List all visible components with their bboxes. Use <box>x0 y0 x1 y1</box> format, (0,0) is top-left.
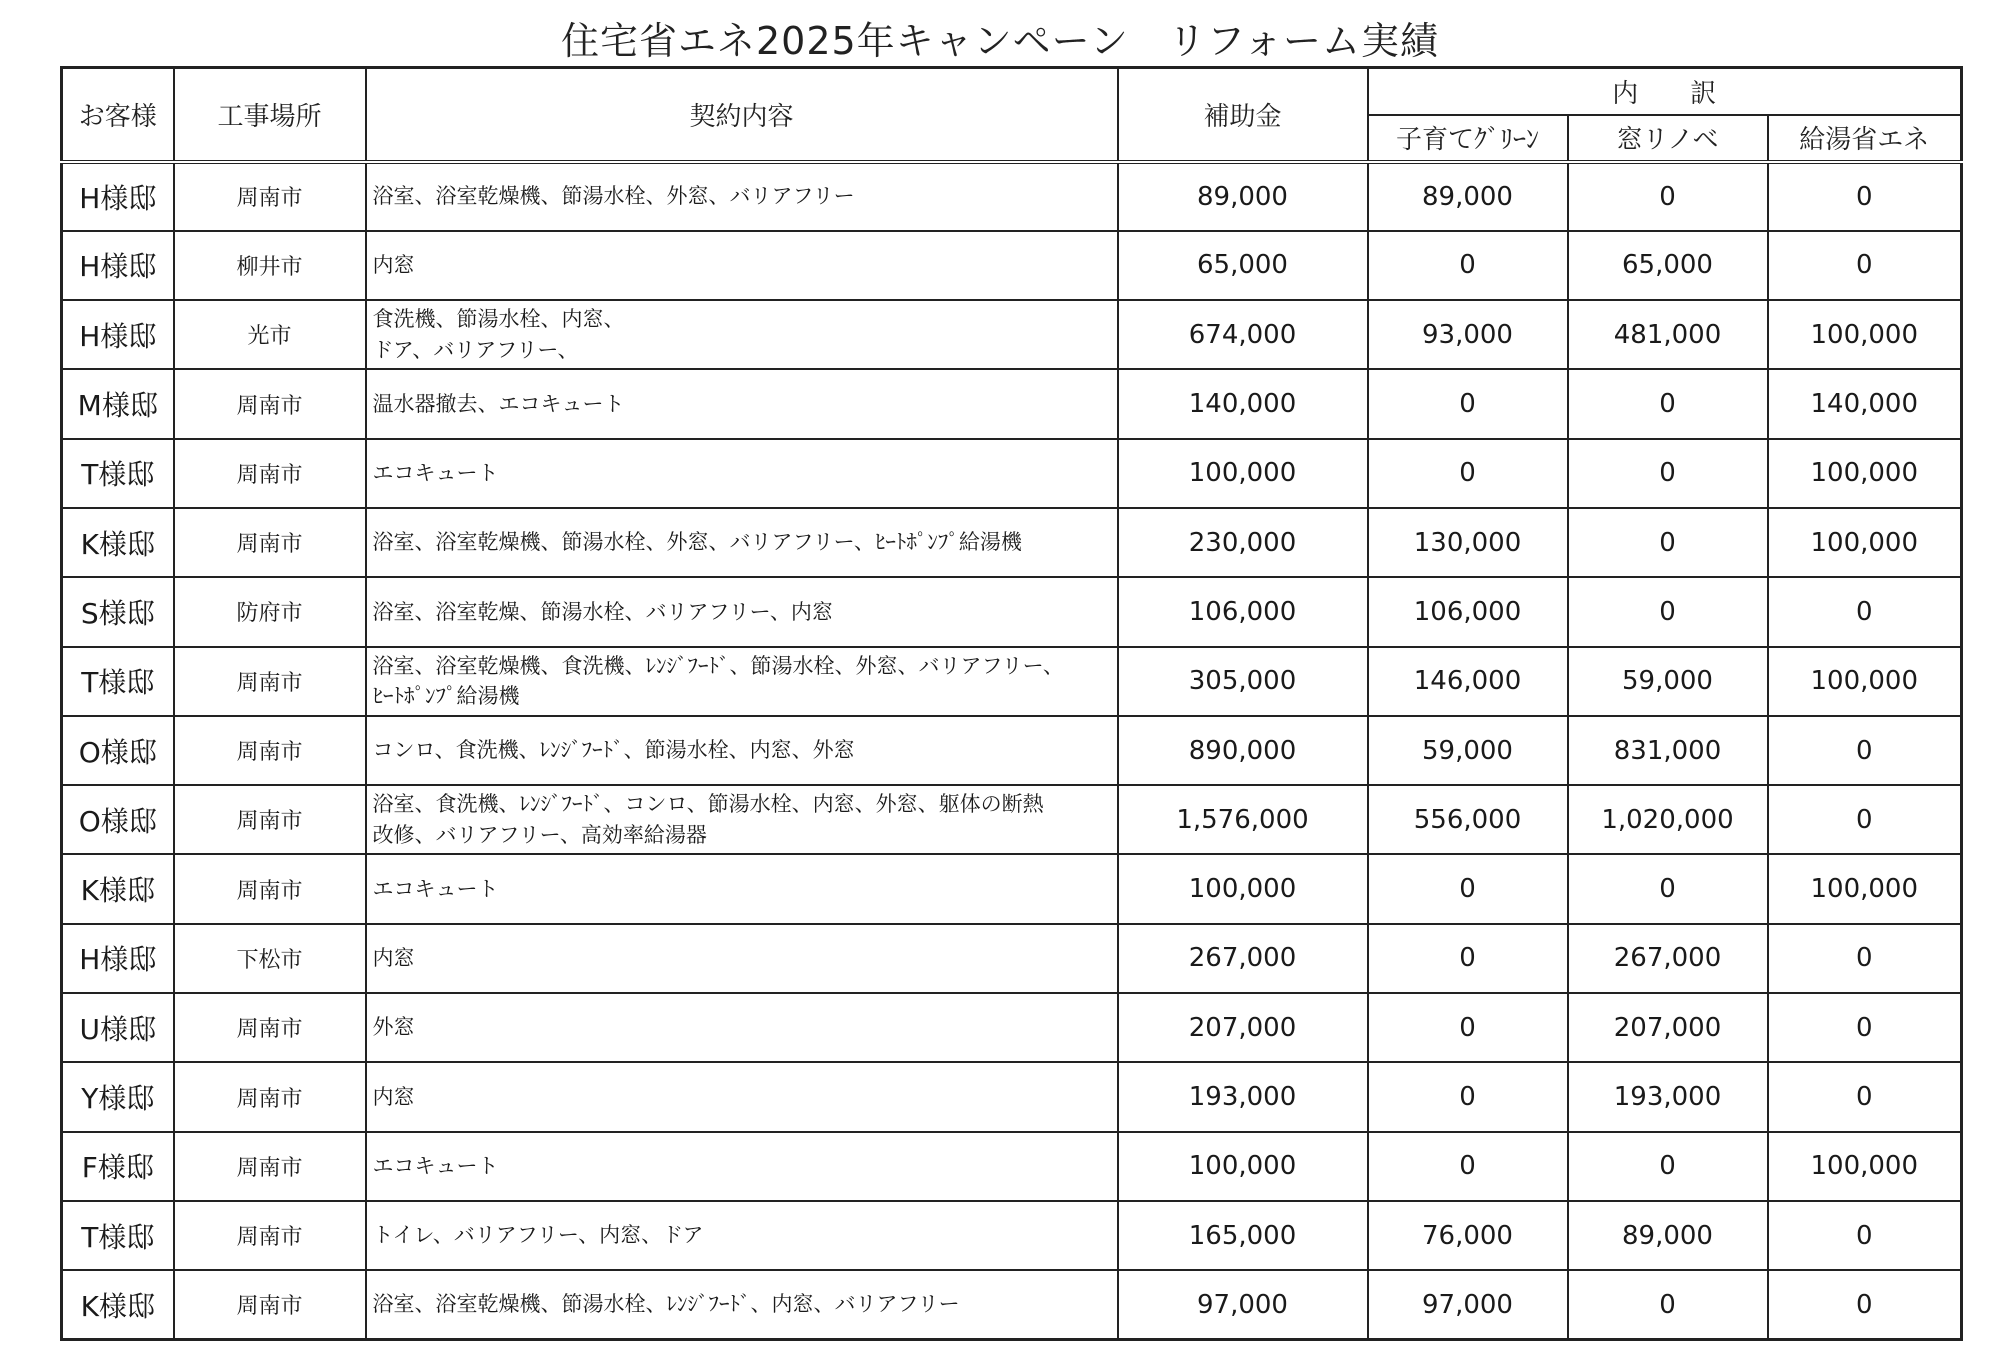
subsidy-cell: 165,000 <box>1118 1201 1368 1270</box>
contract-cell: エコキュート <box>366 439 1118 508</box>
header-contract: 契約内容 <box>366 68 1118 162</box>
green-subsidy-cell: 0 <box>1368 854 1568 923</box>
contract-cell: 内窓 <box>366 231 1118 300</box>
table-header <box>62 68 1962 162</box>
water-heater-subsidy-cell: 100,000 <box>1768 439 1962 508</box>
window-subsidy-cell: 0 <box>1568 1270 1768 1339</box>
window-subsidy-cell: 0 <box>1568 854 1768 923</box>
customer-cell: H様邸 <box>62 162 174 231</box>
site-cell: 周南市 <box>174 785 366 854</box>
window-subsidy-cell: 831,000 <box>1568 716 1768 785</box>
subsidy-cell: 89,000 <box>1118 162 1368 231</box>
customer-cell: T様邸 <box>62 439 174 508</box>
header-green: 子育てｸﾞﾘｰﾝ <box>1368 115 1568 162</box>
contract-cell: 浴室、浴室乾燥機、節湯水栓、ﾚﾝｼﾞﾌｰﾄﾞ、内窓、バリアフリー <box>366 1270 1118 1339</box>
contract-cell: 浴室、浴室乾燥機、食洗機、ﾚﾝｼﾞﾌｰﾄﾞ、節湯水栓、外窓、バリアフリー、 ﾋｰﾄﾎﾟﾝﾌﾟ給湯機 <box>366 647 1118 716</box>
table-row <box>62 231 1962 300</box>
table-row <box>62 300 1962 369</box>
window-subsidy-cell: 1,020,000 <box>1568 785 1768 854</box>
green-subsidy-cell: 0 <box>1368 369 1568 438</box>
site-cell: 周南市 <box>174 508 366 577</box>
subsidy-cell: 305,000 <box>1118 647 1368 716</box>
table-row <box>62 577 1962 646</box>
customer-cell: U様邸 <box>62 993 174 1062</box>
window-subsidy-cell: 59,000 <box>1568 647 1768 716</box>
customer-cell: H様邸 <box>62 924 174 993</box>
customer-cell: O様邸 <box>62 716 174 785</box>
table-row <box>62 716 1962 785</box>
water-heater-subsidy-cell: 0 <box>1768 993 1962 1062</box>
contract-cell: コンロ、食洗機、ﾚﾝｼﾞﾌｰﾄﾞ、節湯水栓、内窓、外窓 <box>366 716 1118 785</box>
subsidy-cell: 230,000 <box>1118 508 1368 577</box>
green-subsidy-cell: 0 <box>1368 439 1568 508</box>
subsidy-cell: 674,000 <box>1118 300 1368 369</box>
subsidy-cell: 106,000 <box>1118 577 1368 646</box>
window-subsidy-cell: 89,000 <box>1568 1201 1768 1270</box>
site-cell: 周南市 <box>174 1201 366 1270</box>
green-subsidy-cell: 0 <box>1368 231 1568 300</box>
table-row <box>62 508 1962 577</box>
contract-cell: 内窓 <box>366 924 1118 993</box>
window-subsidy-cell: 193,000 <box>1568 1062 1768 1131</box>
table-row <box>62 647 1962 716</box>
subsidy-cell: 207,000 <box>1118 993 1368 1062</box>
water-heater-subsidy-cell: 0 <box>1768 1270 1962 1339</box>
site-cell: 柳井市 <box>174 231 366 300</box>
subsidy-cell: 193,000 <box>1118 1062 1368 1131</box>
page-title: 住宅省エネ2025年キャンペーン リフォーム実績 <box>560 19 1440 63</box>
site-cell: 周南市 <box>174 854 366 923</box>
window-subsidy-cell: 0 <box>1568 369 1768 438</box>
contract-cell: 浴室、浴室乾燥、節湯水栓、バリアフリー、内窓 <box>366 577 1118 646</box>
green-subsidy-cell: 556,000 <box>1368 785 1568 854</box>
site-cell: 光市 <box>174 300 366 369</box>
water-heater-subsidy-cell: 100,000 <box>1768 647 1962 716</box>
window-subsidy-cell: 481,000 <box>1568 300 1768 369</box>
table-body <box>62 162 1962 1340</box>
window-subsidy-cell: 207,000 <box>1568 993 1768 1062</box>
site-cell: 周南市 <box>174 369 366 438</box>
table-row <box>62 785 1962 854</box>
site-cell: 防府市 <box>174 577 366 646</box>
green-subsidy-cell: 97,000 <box>1368 1270 1568 1339</box>
window-subsidy-cell: 65,000 <box>1568 231 1768 300</box>
subsidy-cell: 1,576,000 <box>1118 785 1368 854</box>
green-subsidy-cell: 0 <box>1368 993 1568 1062</box>
customer-cell: O様邸 <box>62 785 174 854</box>
water-heater-subsidy-cell: 0 <box>1768 231 1962 300</box>
customer-cell: T様邸 <box>62 1201 174 1270</box>
customer-cell: F様邸 <box>62 1132 174 1201</box>
window-subsidy-cell: 267,000 <box>1568 924 1768 993</box>
water-heater-subsidy-cell: 140,000 <box>1768 369 1962 438</box>
window-subsidy-cell: 0 <box>1568 162 1768 231</box>
header-site: 工事場所 <box>174 68 366 162</box>
green-subsidy-cell: 89,000 <box>1368 162 1568 231</box>
table-row <box>62 369 1962 438</box>
customer-cell: M様邸 <box>62 369 174 438</box>
window-subsidy-cell: 0 <box>1568 1132 1768 1201</box>
table-row <box>62 439 1962 508</box>
green-subsidy-cell: 146,000 <box>1368 647 1568 716</box>
contract-cell: 食洗機、節湯水栓、内窓、 ドア、バリアフリー、 <box>366 300 1118 369</box>
contract-cell: 浴室、浴室乾燥機、節湯水栓、外窓、バリアフリー、ﾋｰﾄﾎﾟﾝﾌﾟ給湯機 <box>366 508 1118 577</box>
water-heater-subsidy-cell: 0 <box>1768 785 1962 854</box>
customer-cell: H様邸 <box>62 231 174 300</box>
green-subsidy-cell: 130,000 <box>1368 508 1568 577</box>
window-subsidy-cell: 0 <box>1568 577 1768 646</box>
contract-cell: トイレ、バリアフリー、内窓、ドア <box>366 1201 1118 1270</box>
water-heater-subsidy-cell: 100,000 <box>1768 854 1962 923</box>
green-subsidy-cell: 59,000 <box>1368 716 1568 785</box>
contract-cell: 浴室、食洗機、ﾚﾝｼﾞﾌｰﾄﾞ、コンロ、節湯水栓、内窓、外窓、躯体の断熱 改修、バリアフリー、高効率給湯器 <box>366 785 1118 854</box>
contract-cell: エコキュート <box>366 854 1118 923</box>
header-water: 給湯省エネ <box>1768 115 1962 162</box>
header-breakdown: 内 訳 <box>1368 68 1962 115</box>
table-row <box>62 162 1962 231</box>
water-heater-subsidy-cell: 0 <box>1768 577 1962 646</box>
contract-cell: エコキュート <box>366 1132 1118 1201</box>
table-row <box>62 924 1962 993</box>
water-heater-subsidy-cell: 100,000 <box>1768 300 1962 369</box>
subsidy-cell: 100,000 <box>1118 1132 1368 1201</box>
header-customer: お客様 <box>62 68 174 162</box>
window-subsidy-cell: 0 <box>1568 508 1768 577</box>
site-cell: 周南市 <box>174 1062 366 1131</box>
site-cell: 周南市 <box>174 993 366 1062</box>
header-subsidy: 補助金 <box>1118 68 1368 162</box>
customer-cell: K様邸 <box>62 1270 174 1339</box>
site-cell: 周南市 <box>174 716 366 785</box>
site-cell: 周南市 <box>174 647 366 716</box>
customer-cell: K様邸 <box>62 854 174 923</box>
subsidy-cell: 65,000 <box>1118 231 1368 300</box>
window-subsidy-cell: 0 <box>1568 439 1768 508</box>
site-cell: 周南市 <box>174 439 366 508</box>
site-cell: 周南市 <box>174 162 366 231</box>
site-cell: 周南市 <box>174 1132 366 1201</box>
water-heater-subsidy-cell: 0 <box>1768 1062 1962 1131</box>
green-subsidy-cell: 106,000 <box>1368 577 1568 646</box>
site-cell: 周南市 <box>174 1270 366 1339</box>
subsidy-cell: 100,000 <box>1118 854 1368 923</box>
water-heater-subsidy-cell: 100,000 <box>1768 508 1962 577</box>
water-heater-subsidy-cell: 0 <box>1768 1201 1962 1270</box>
table-row <box>62 1270 1962 1339</box>
contract-cell: 浴室、浴室乾燥機、節湯水栓、外窓、バリアフリー <box>366 162 1118 231</box>
table-row <box>62 854 1962 923</box>
green-subsidy-cell: 76,000 <box>1368 1201 1568 1270</box>
subsidy-cell: 890,000 <box>1118 716 1368 785</box>
green-subsidy-cell: 0 <box>1368 924 1568 993</box>
green-subsidy-cell: 0 <box>1368 1132 1568 1201</box>
water-heater-subsidy-cell: 0 <box>1768 924 1962 993</box>
table-row <box>62 1132 1962 1201</box>
table-row <box>62 1062 1962 1131</box>
customer-cell: S様邸 <box>62 577 174 646</box>
site-cell: 下松市 <box>174 924 366 993</box>
subsidy-cell: 140,000 <box>1118 369 1368 438</box>
customer-cell: K様邸 <box>62 508 174 577</box>
customer-cell: H様邸 <box>62 300 174 369</box>
customer-cell: T様邸 <box>62 647 174 716</box>
subsidy-cell: 97,000 <box>1118 1270 1368 1339</box>
green-subsidy-cell: 93,000 <box>1368 300 1568 369</box>
reform-results-table <box>60 66 1963 1341</box>
subsidy-cell: 100,000 <box>1118 439 1368 508</box>
water-heater-subsidy-cell: 0 <box>1768 162 1962 231</box>
contract-cell: 外窓 <box>366 993 1118 1062</box>
green-subsidy-cell: 0 <box>1368 1062 1568 1131</box>
water-heater-subsidy-cell: 0 <box>1768 716 1962 785</box>
table-row <box>62 1201 1962 1270</box>
subsidy-cell: 267,000 <box>1118 924 1368 993</box>
customer-cell: Y様邸 <box>62 1062 174 1131</box>
header-window: 窓リノベ <box>1568 115 1768 162</box>
contract-cell: 内窓 <box>366 1062 1118 1131</box>
water-heater-subsidy-cell: 100,000 <box>1768 1132 1962 1201</box>
contract-cell: 温水器撤去、エコキュート <box>366 369 1118 438</box>
table-row <box>62 993 1962 1062</box>
